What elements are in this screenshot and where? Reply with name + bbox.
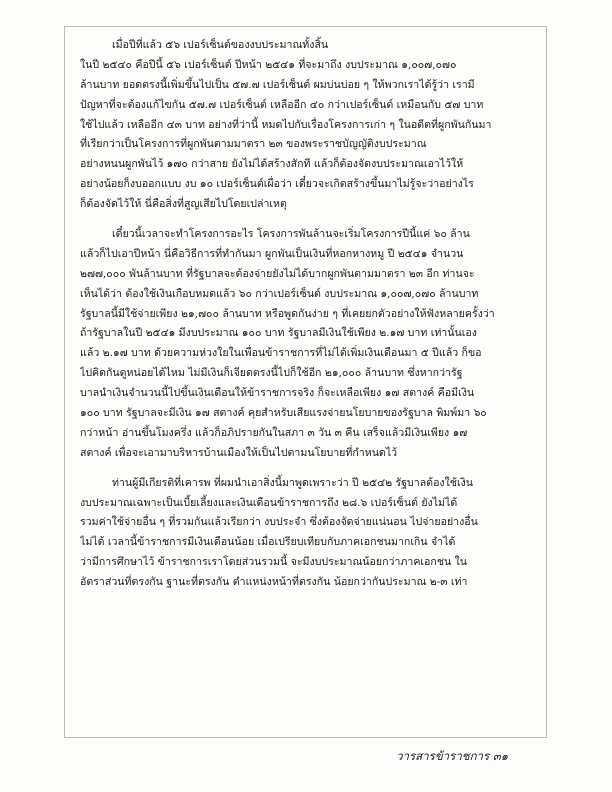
text-line: แล้วก็ไปเอาปีหน้า นี่คือวิธีการที่ทำกันมา ผูกพันเป็นเงินที่หอกหางหมู ปี ๒๕๔๑ จำนวน (80, 247, 464, 260)
paragraph (80, 225, 530, 464)
paragraph (80, 474, 530, 593)
paragraph-gap (80, 215, 530, 225)
text-line: งบประมาณเฉพาะเป็นเบี้ยเลี้ยงและเงินเดือนข้าราชการถึง ๒๘.๖ เปอร์เซ็นต์ ยังไม่ได้ (80, 496, 458, 509)
document-body (80, 36, 530, 593)
text-line: ไปคิดกันดูหน่อยได้ไหม ไม่มีเงินก็เจียดตรงนี้ไปก็ใช้อีก ๒๑,๐๐๐ ล้านบาท ซึ่งหากว่ารัฐ (80, 367, 463, 380)
text-line: อย่างน้อยก็งบออกแบบ งบ ๑๐ เปอร์เซ็นต์เผื่อว่า เดี๋ยวจะเกิดสร้างขึ้นมาไม่รู้จะว่าอย่างไร (80, 178, 474, 191)
text-line: ในปี ๒๕๔๐ คือปีนี้ ๕๖ เปอร์เซ็นต์ ปีหน้า ๒๕๔๑ ที่จะมาถึง งบประมาณ ๑,๐๐๗,๐๗๐ (80, 58, 457, 71)
text-line: ก็ต้องจัดไว้ให้ นี่คือสิ่งที่สูญเสียไปโดยเปล่าเหตุ (80, 198, 287, 211)
text-line: บาลนำเงินจำนวนนี้ไปขึ้นเงินเดือนให้ข้าราชการจริง ก็จะเหลือเพียง ๑๗ สตางค์ คือมีเงิน (80, 387, 475, 400)
text-line: กว่าหน้า อ่านขึ้นโมงครึ่ง แล้วก็อภิปรายกันในสภา ๓ วัน ๓ คืน เสร็จแล้วมีเงินเพียง ๑๗ (80, 426, 468, 439)
text-line: เดี๋ยวนี้เวลาจะทำโครงการอะไร โครงการพันล้านจะเริ่มโครงการปีนี้แค่ ๖๐ ล้าน (112, 228, 470, 241)
text-line: อัตราส่วนที่ตรงกัน ฐานะที่ตรงกัน ตำแหน่งหน้าที่ตรงกัน น้อยกว่ากันประมาณ ๒-๓ เท่า (80, 576, 468, 589)
page-footer: วารสารข้าราชการ ๓๑ (396, 749, 508, 763)
text-line: ถ้ารัฐบาลในปี ๒๕๔๑ มีงบประมาณ ๑๐๐ บาท รัฐบาลมีเงินใช้เพียง ๒.๑๗ บาท เท่านั้นเอง (80, 327, 477, 340)
text-line: เมื่อปีที่แล้ว ๕๖ เปอร์เซ็นต์ของงบประมาณทั้งสิ้น (112, 39, 329, 51)
text-line: แล้ว ๒.๑๗ บาท ด้วยความห่วงใยในเพื่อนข้าราชการที่ไม่ได้เพิ่มเงินเดือนมา ๕ ปีแล้ว ก็ขอ (80, 347, 482, 360)
text-line: ล้านบาท ยอดตรงนี้เพิ่มขึ้นไปเป็น ๕๗.๗ เปอร์เซ็นต์ ผมบ่นบ่อย ๆ ให้พวกเราได้รู้ว่า เรามี (80, 78, 475, 91)
text-line: ที่เรียกว่าเป็นโครงการที่ผูกพันตามมาตรา ๒๓ ของพระราชบัญญัติงบประมาณ (80, 138, 427, 151)
text-line: สตางค์ เพื่อจะเอามาบริหารบ้านเมืองให้เป็นไปตามนโยบายที่กำหนดไว้ (80, 446, 398, 459)
text-line: ท่านผู้มีเกียรติที่เคารพ ที่ผมนำเอาสิ่งนี้มาพูดเพราะว่า ปี ๒๕๔๒ รัฐบาลต้องใช้เงิน (112, 476, 473, 489)
text-line: ปัญหาที่จะต้องแก้ไขกัน ๕๗.๗ เปอร์เซ็นต์ เหลืออีก ๔๐ กว่าเปอร์เซ็นต์ เหมือนกับ ๕๗ บาท (80, 98, 484, 111)
paragraph (80, 36, 530, 215)
paragraph-gap (80, 464, 530, 474)
text-line: ใช้ไปแล้ว เหลืออีก ๔๓ บาท อย่างที่ว่านี้ หมดไปกับเรื่องโครงการเก่า ๆ ในอดีตที่ผูกพันกันมา (80, 118, 492, 131)
text-line: รวมค่าใช้จ่ายอื่น ๆ ที่รวมกันแล้วเรียกว่า งบประจำ ซึ่งต้องจัดจ่ายแน่นอน ไปจ่ายอย่างอื่น (80, 516, 478, 529)
text-line: ว่ามีการศึกษาไว้ ข้าราชการเราโดยส่วนรวมนี้ จะมีงบประมาณน้อยกว่าภาคเอกชน ใน (80, 556, 468, 569)
text-line: รัฐบาลนี้มีใช้จ่ายเพียง ๒๑,๗๐๐ ล้านบาท หรือพูดกันง่าย ๆ ที่เคยยกตัวอย่างให้ฟังหลายครั้งว่า (80, 307, 495, 320)
text-line: ๑๐๐ บาท รัฐบาลจะมีเงิน ๑๗ สตางค์ คุยสำหรับเสียแรงจ่ายนโยบายของรัฐบาล พิมพ์มา ๖๐ (80, 407, 487, 420)
text-line: ไม่ได้ เวลานี้ข้าราชการมีเงินเดือนน้อย เมื่อเปรียบเทียบกับภาคเอกชนมากเกิน จำได้ (80, 536, 456, 549)
text-line: ๒๗๗,๐๐๐ พันล้านบาท ที่รัฐบาลจะต้องจ่ายยังไม่ได้บากผูกพันตามมาตรา ๒๓ อีก ท่านจะ (80, 267, 475, 280)
text-line: เห็นได้ว่า ต้องใช้เงินเกือบหมดแล้ว ๖๐ กว่าเปอร์เซ็นต์ งบประมาณ ๑,๐๐๗,๐๗๐ ล้านบาท (80, 287, 479, 300)
text-line: อย่างหนนผูกพันไว้ ๑๗๐ กว่าสาย ยังไม่ได้สร้างสักที แล้วก็ต้องจัดงบประมาณเอาไว้ให้ (80, 158, 464, 171)
